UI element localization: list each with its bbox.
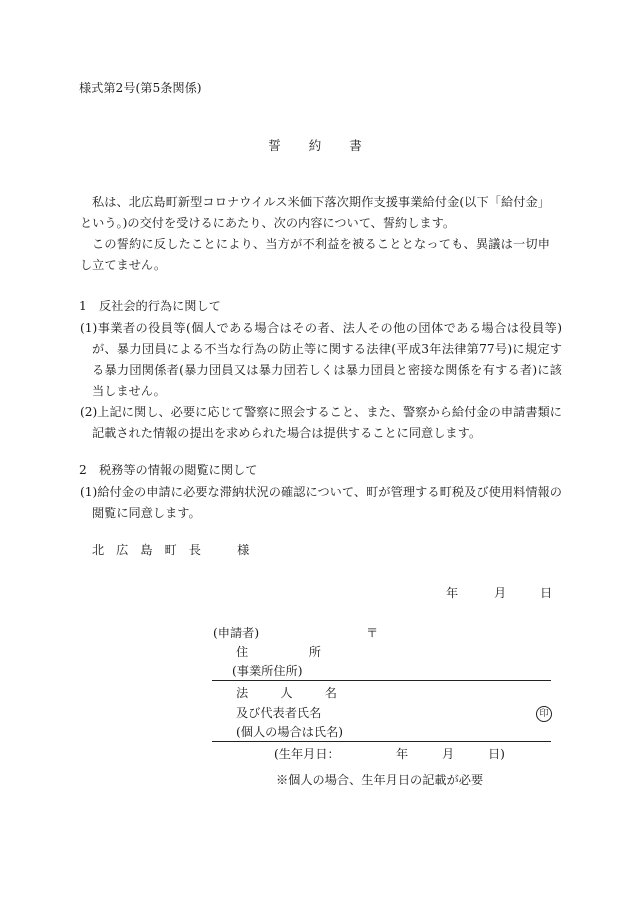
section-2-heading: 2 税務等の情報の閲覧に関して bbox=[79, 463, 258, 477]
document-title: 誓約書 bbox=[268, 138, 390, 153]
section-1-heading: 1 反社会的行為に関して bbox=[79, 299, 221, 313]
addressee: 北広島町長 様 bbox=[92, 543, 262, 557]
date-month: 月 bbox=[494, 586, 507, 600]
office-address-label: (事業所住所) bbox=[232, 664, 303, 678]
postal-mark: 〒 bbox=[366, 626, 379, 640]
date-year: 年 bbox=[446, 586, 459, 600]
representative-label: 及び代表者氏名 bbox=[236, 706, 322, 720]
birth-date-label: (生年月日： bbox=[274, 747, 340, 761]
applicant-label: (申請者) bbox=[213, 626, 260, 640]
section-1-item-1: (1)事業者の役員等(個人である場合はその者、法人その他の団体である場合は役員等)が、暴力団員による不当な行為の防止等に関する法律(平成3年法律第77号)に規定する暴力団関係者(暴力団員又は暴力団若しくは暴力団員と密接な関係を有する者)に該当しません。 bbox=[80, 321, 562, 398]
section-1-item-2: (2)上記に関し、必要に応じて警察に照会すること、また、警察から給付金の申請書類に記載された情報の提出を求められた場合は提供することに同意します。 bbox=[80, 405, 562, 440]
corp-name-label: 法 人 名 bbox=[236, 686, 347, 700]
birth-year: 年 bbox=[396, 747, 409, 761]
intro-paragraph-2: この誓約に反したことにより、当方が不利益を被ることとなっても、異議は一切申し立てません。 bbox=[80, 237, 550, 272]
address-label: 住 所 bbox=[236, 645, 327, 659]
section-2-item-1: (1)給付金の申請に必要な滞納状況の確認について、町が管理する町税及び使用料情報の閲覧に同意します。 bbox=[80, 485, 562, 520]
birth-month: 月 bbox=[442, 747, 455, 761]
intro-paragraph-1: 私は、北広島町新型コロナウイルス米価下落次期作支援事業給付金(以下「給付金」という。)の交付を受けるにあたり、次の内容について、誓約します。 bbox=[80, 195, 550, 230]
birth-date-note: ※個人の場合、生年月日の記載が必要 bbox=[276, 773, 484, 787]
individual-name-label: (個人の場合は氏名) bbox=[236, 725, 344, 739]
name-underline bbox=[212, 741, 551, 742]
date-line bbox=[446, 583, 458, 603]
date-day: 日 bbox=[540, 586, 553, 600]
birth-day: 日) bbox=[488, 747, 505, 761]
address-underline bbox=[212, 680, 551, 681]
form-number: 様式第2号(第5条関係) bbox=[79, 81, 202, 95]
seal-icon: 印 bbox=[536, 706, 552, 722]
